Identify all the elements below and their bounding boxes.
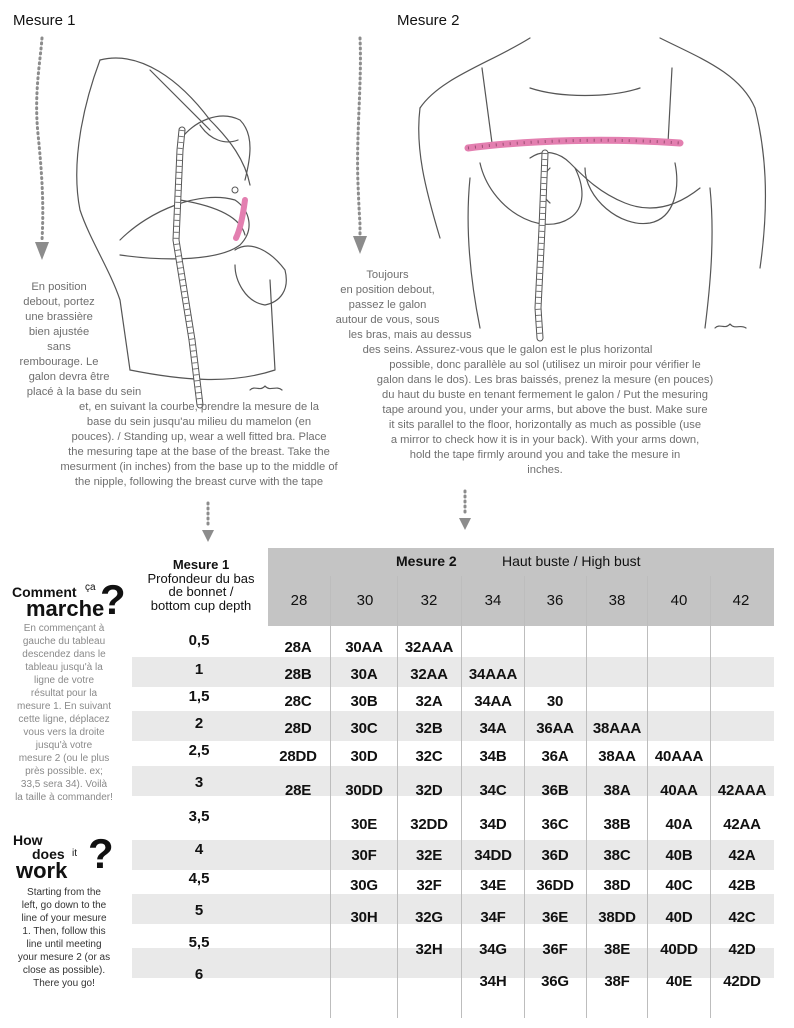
size-cell: 30E xyxy=(350,816,378,833)
mesure1-line: sans xyxy=(47,341,71,353)
size-cell: 40D xyxy=(665,909,693,926)
size-cell: 32F xyxy=(416,877,442,894)
size-cell: 36C xyxy=(541,816,569,833)
column-header: 32 xyxy=(420,592,438,609)
mesure2-line: galon dans le dos). Les bras baissés, prenez la mesure (en pouces) xyxy=(376,374,714,386)
does-label: does xyxy=(32,846,65,862)
row-label: 2,5 xyxy=(188,742,210,759)
mesure2-line: en position debout, xyxy=(340,284,435,296)
how-label: How xyxy=(13,832,43,848)
size-cell: 40AAA xyxy=(654,748,704,765)
mesure2-title: Mesure 2 xyxy=(397,12,460,29)
mesure2-line: hold the tape firmly around you and take the mesure in xyxy=(409,449,681,461)
size-cell: 40C xyxy=(665,877,693,894)
row-label: 0,5 xyxy=(188,632,210,649)
mesure2-line: les bras, mais au dessus xyxy=(348,329,472,341)
size-cell: 32AAA xyxy=(404,639,454,656)
dotted-arrow-1-icon xyxy=(28,34,58,266)
size-cell: 40DD xyxy=(660,941,698,958)
size-cell: 42D xyxy=(728,941,756,958)
size-cell: 38B xyxy=(603,816,631,833)
row-label: 3,5 xyxy=(188,808,210,825)
size-cell: 42A xyxy=(728,847,756,864)
mesure1-line: En position xyxy=(31,281,87,293)
mesure1-line: pouces). / Standing up, wear a well fitted bra. Place xyxy=(71,431,327,443)
size-cell: 32H xyxy=(415,941,443,958)
size-cell: 34AA xyxy=(474,693,512,710)
row-label: 5,5 xyxy=(188,934,210,951)
mesure2-line: passez le galon xyxy=(348,299,427,311)
mesure1-line: placé à la base du sein xyxy=(26,386,142,398)
mesure2-line: a mirror to check how it is in your back). With your arms down, xyxy=(390,434,700,446)
mesure1-header-line: Profondeur du bas xyxy=(147,570,255,586)
size-cell: 40B xyxy=(665,847,693,864)
size-cell: 30G xyxy=(350,877,378,894)
size-cell: 38D xyxy=(603,877,631,894)
en-instructions xyxy=(5,886,123,990)
column-header: 38 xyxy=(608,592,626,609)
column-header: 42 xyxy=(732,592,750,609)
mesure2-line: autour de vous, sous xyxy=(335,314,440,326)
size-chart xyxy=(132,548,774,1018)
size-cell: 34A xyxy=(479,720,507,737)
size-cell: 42AA xyxy=(723,816,761,833)
size-cell: 36F xyxy=(542,941,568,958)
fr-line: cette ligne, déplacez xyxy=(18,714,110,725)
size-cell: 42C xyxy=(728,909,756,926)
dotted-arrow-2-icon xyxy=(346,34,376,260)
mesure2-line: inches. xyxy=(527,464,563,476)
mesure1-line: une brassière xyxy=(25,311,93,323)
mesure2-line: Toujours xyxy=(366,269,409,281)
mesure1-line: debout, portez xyxy=(23,296,95,308)
column-header: 40 xyxy=(670,592,688,609)
size-cell: 30D xyxy=(350,748,378,765)
size-cell: 32DD xyxy=(410,816,448,833)
size-cell: 32C xyxy=(415,748,443,765)
size-cell: 28C xyxy=(284,693,312,710)
size-cell: 30F xyxy=(351,847,377,864)
size-cell: 36E xyxy=(541,909,569,926)
mesure1-line: bien ajustée xyxy=(28,326,90,338)
mesure1-line: the nipple, following the breast curve with the tape xyxy=(74,476,324,488)
size-cell: 40AA xyxy=(660,782,698,799)
mesure2-header: Mesure 2 xyxy=(396,553,457,569)
it-label: it xyxy=(72,848,77,859)
size-cell: 30AA xyxy=(345,639,383,656)
column-header: 34 xyxy=(484,592,502,609)
dotted-arrow-4-icon xyxy=(455,488,475,532)
size-cell: 34H xyxy=(479,973,507,990)
en-line: There you go! xyxy=(33,978,95,989)
size-cell: 40E xyxy=(665,973,693,990)
size-cell: 30 xyxy=(546,693,564,710)
fr-line: En commençant à xyxy=(23,623,105,634)
fr-line: près possible. ex; xyxy=(25,766,103,777)
column-header: 28 xyxy=(290,592,308,609)
mesure1-header-title: Mesure 1 xyxy=(172,557,230,572)
size-cell: 32D xyxy=(415,782,443,799)
size-cell: 42AAA xyxy=(717,782,767,799)
question-mark-icon: ? xyxy=(88,830,114,877)
en-line: left, go down to the xyxy=(21,900,107,911)
column-header: 30 xyxy=(356,592,374,609)
fr-line: jusqu'à votre xyxy=(35,740,93,751)
mesure1-line: the mesuring tape at the base of the breast. Take the xyxy=(68,446,330,458)
en-line: 1. Then, follow this xyxy=(22,926,106,937)
fr-line: vous vers la droite xyxy=(23,727,105,738)
row-label: 4,5 xyxy=(188,870,210,887)
size-cell: 28D xyxy=(284,720,312,737)
mesure1-header-line: de bonnet / xyxy=(168,584,234,599)
size-cell: 30DD xyxy=(345,782,383,799)
question-mark-icon: ? xyxy=(100,576,126,623)
fr-line: la taille à commander! xyxy=(15,792,113,803)
comment-label: Comment xyxy=(12,584,77,600)
size-cell: 36D xyxy=(541,847,569,864)
column-header: 36 xyxy=(546,592,564,609)
size-cell: 36B xyxy=(541,782,569,799)
mesure2-line: tape around you, under your arms, but above the bust. Make sure xyxy=(382,404,708,416)
en-line: line until meeting xyxy=(26,939,102,950)
fr-line: résultat pour la xyxy=(30,688,98,699)
size-cell: 38E xyxy=(603,941,631,958)
mesure1-line: base du sein jusqu'au milieu du mamelon (en xyxy=(86,416,312,428)
fr-line: descendez dans le xyxy=(22,649,106,660)
size-cell: 40A xyxy=(665,816,693,833)
row-label: 5 xyxy=(194,902,204,919)
en-line: close as possible). xyxy=(22,965,106,976)
fr-instructions xyxy=(5,622,123,804)
mesure2-line: it sits parallel to the floor, horizontally as much as possible (use xyxy=(388,419,702,431)
fr-line: ligne de votre xyxy=(33,675,95,686)
mesure2-line: possible, donc parallèle au sol (utilisez un miroir pour vérifier le xyxy=(389,359,701,371)
size-cell: 34B xyxy=(479,748,507,765)
size-cell: 42DD xyxy=(723,973,761,990)
size-cell: 36G xyxy=(541,973,569,990)
mesure1-title: Mesure 1 xyxy=(13,12,76,29)
row-label: 1,5 xyxy=(188,688,210,705)
size-cell: 28DD xyxy=(279,748,317,765)
size-cell: 34G xyxy=(479,941,507,958)
mesure1-header-line: bottom cup depth xyxy=(150,597,252,613)
column-divider xyxy=(330,576,331,1018)
size-cell: 34D xyxy=(479,816,507,833)
comment-ca-marche-title xyxy=(12,576,126,626)
fr-line: tableau jusqu'à la xyxy=(25,662,103,673)
mesure1-line: et, en suivant la courbe, prendre la mesure de la xyxy=(78,401,320,413)
mesure1-column-header xyxy=(134,558,268,612)
mesure1-line: galon devra être xyxy=(28,371,110,383)
dotted-arrow-3-icon xyxy=(198,500,218,544)
size-cell: 32AA xyxy=(410,666,448,683)
size-cell: 32B xyxy=(415,720,443,737)
size-cell: 34E xyxy=(479,877,507,894)
size-cell: 30A xyxy=(350,666,378,683)
size-cell: 36AA xyxy=(536,720,574,737)
en-line: your mesure 2 (or as xyxy=(17,952,111,963)
size-cell: 30B xyxy=(350,693,378,710)
work-label: work xyxy=(16,858,68,883)
size-cell: 32G xyxy=(415,909,443,926)
row-label: 2 xyxy=(194,715,204,732)
size-cell: 30C xyxy=(350,720,378,737)
size-cell: 38DD xyxy=(598,909,636,926)
size-cell: 38AA xyxy=(598,748,636,765)
size-cell: 34DD xyxy=(474,847,512,864)
size-cell: 32E xyxy=(415,847,443,864)
fr-line: 33,5 sera 34). Voilà xyxy=(20,779,108,790)
row-label: 4 xyxy=(194,841,204,858)
size-cell: 42B xyxy=(728,877,756,894)
size-cell: 34F xyxy=(480,909,506,926)
size-cell: 38A xyxy=(603,782,631,799)
size-cell: 34AAA xyxy=(468,666,518,683)
size-cell: 38F xyxy=(604,973,630,990)
fr-line: mesure 2 (ou le plus xyxy=(18,753,110,764)
size-cell: 30H xyxy=(350,909,378,926)
ca-label: ça xyxy=(85,582,96,593)
row-label: 3 xyxy=(194,774,204,791)
size-cell: 38C xyxy=(603,847,631,864)
mesure1-line: mesurment (in inches) from the base up to the middle of xyxy=(60,461,338,473)
en-line: line of your mesure xyxy=(21,913,107,924)
size-cell: 28B xyxy=(284,666,312,683)
en-line: Starting from the xyxy=(27,887,101,898)
mesure1-line: rembourage. Le xyxy=(19,356,99,368)
size-cell: 36DD xyxy=(536,877,574,894)
size-cell: 38AAA xyxy=(592,720,642,737)
fr-line: mesure 1. En suivant xyxy=(17,701,111,712)
row-label: 6 xyxy=(194,966,204,983)
size-cell: 36A xyxy=(541,748,569,765)
mesure2-line: du haut du buste en tenant fermement le galon / Put the mesuring xyxy=(382,389,708,401)
size-cell: 32A xyxy=(415,693,443,710)
size-cell: 34C xyxy=(479,782,507,799)
fr-line: gauche du tableau xyxy=(22,636,106,647)
size-cell: 28A xyxy=(284,639,312,656)
high-bust-header: Haut buste / High bust xyxy=(502,553,641,569)
row-label: 1 xyxy=(194,661,204,678)
how-does-it-work-title xyxy=(12,826,124,882)
mesure2-line: des seins. Assurez-vous que le galon est le plus horizontal xyxy=(362,344,653,356)
marche-label: marche xyxy=(26,596,105,621)
size-cell: 28E xyxy=(284,782,312,799)
